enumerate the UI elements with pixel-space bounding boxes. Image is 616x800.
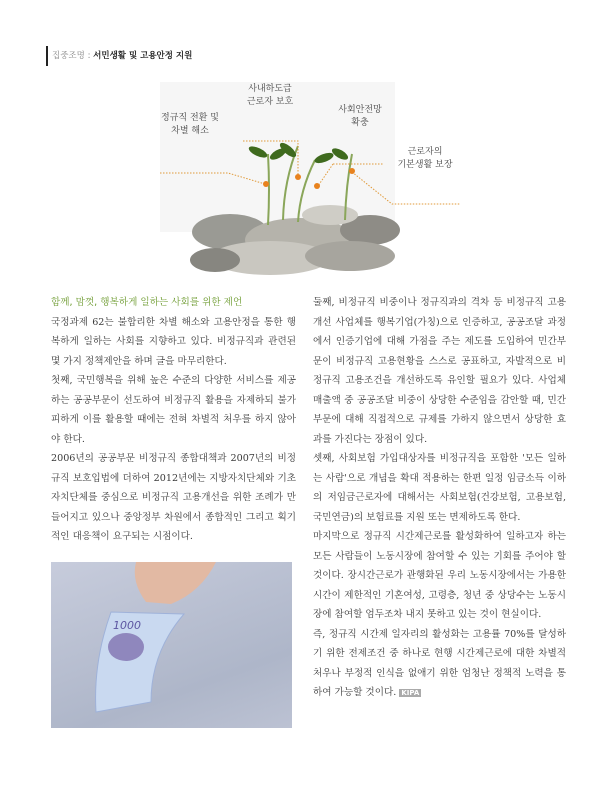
banknote-photo [51,562,292,728]
section-title: 서민생활 및 고용안정 지원 [93,51,193,61]
section-header [46,46,192,66]
banknote-illustration [51,562,292,728]
left-column [51,293,296,547]
paragraph: 2006년의 공공부문 비정규직 종합대책과 2007년의 비정규직 보호입법에 더하여 2012년에는 지방자치단체와 기초자치단체를 중심으로 비정규직 고용개선을 위한 조례가 만들어지고 있으나 중앙정부 차원에서 종합적인 그리고 획기적인 대응책이 요구되는 시점이다. [51,453,296,542]
banknote-portrait [108,633,144,661]
paragraph: 마지막으로 정규직 시간제근로를 활성화하여 일하고자 하는 모든 사람들이 노동시장에 참여할 수 있는 기회를 주어야 할 것이다. 장시간근로가 관행화된 우리 노동시장에서는 가용한 시간이 제한적인 기혼여성, 고령층, 청년 중 상당수는 노동시장에 참여할 엄두조차 내지 못하고 있는 것이 현실이다. [313,531,566,620]
paragraph: 국정과제 62는 불합리한 차별 해소와 고용안정을 통한 행복하게 일하는 사회를 지향하고 있다. 비정규직과 관련된 몇 가지 정책제안을 하며 글을 마무리한다. [51,316,296,367]
label-regular-conversion: 정규직 전환 및 차별 해소 [161,113,219,136]
header-separator: : [87,51,91,61]
label-subcontract-protection: 사내하도급 근로자 보호 [246,84,294,107]
sprouts-on-stones-illustration [0,70,616,285]
kipa-end-mark: KIPA [401,689,420,697]
section-heading: 함께, 맘껏, 행복하게 일하는 사회를 위한 제언 [51,297,243,308]
paragraph-last [313,625,566,704]
paragraph: 첫째, 국민행복을 위해 높은 수준의 다양한 서비스를 제공하는 공공부문이 선도하여 비정규직 활용을 자제하되 불가피하게 이를 활용할 때에는 전혀 차별적 처우를 하지 않아야 한다. [51,375,296,445]
label-social-safety-net: 사회안전망 확충 [338,105,382,128]
right-column [313,293,566,704]
banknote-denomination: 1000 [113,619,141,632]
label-basic-living: 근로자의 기본생활 보장 [397,147,453,170]
hand [135,562,216,604]
section-label: 집중조명 [52,51,85,61]
paragraph-text: 즉, 정규직 시간제 일자리의 활성화는 고용률 70%를 달성하기 위한 전제조건 중 하나로 현행 시간제근로에 대한 차별적 처우나 부정적 인식을 없애기 위한 엄청난 정책적 노력을 통하여 가능할 것이다. [313,628,566,698]
paragraph: 셋째, 사회보험 가입대상자를 비정규직을 포함한 '모든 일하는 사람'으로 개념을 확대 적용하는 한편 일정 임금소득 이하의 저임금근로자에 대해서는 사회보험(건강보험, 고용보험, 국민연금)의 보험료를 지원 또는 면제하도록 한다. [313,453,566,523]
paragraph: 둘째, 비정규직 비중이나 정규직과의 격차 등 비정규직 고용개선 사업체를 행복기업(가칭)으로 인증하고, 공공조달 과정에서 인증기업에 대해 가점을 주는 제도를 도입하여 민간부문이 비정규직 고용현황을 스스로 공표하고, 자발적으로 비정규직 고용조건을 개선하도록 유인할 필요가 있다. 사업체 매출액 중 공공조달 비중이 상당한 수준임을 감안할 때, 민간부문에 대해 직접적으로 규제를 가하지 않으면서 상당한 효과를 가진다는 장점이 있다. [313,297,566,445]
